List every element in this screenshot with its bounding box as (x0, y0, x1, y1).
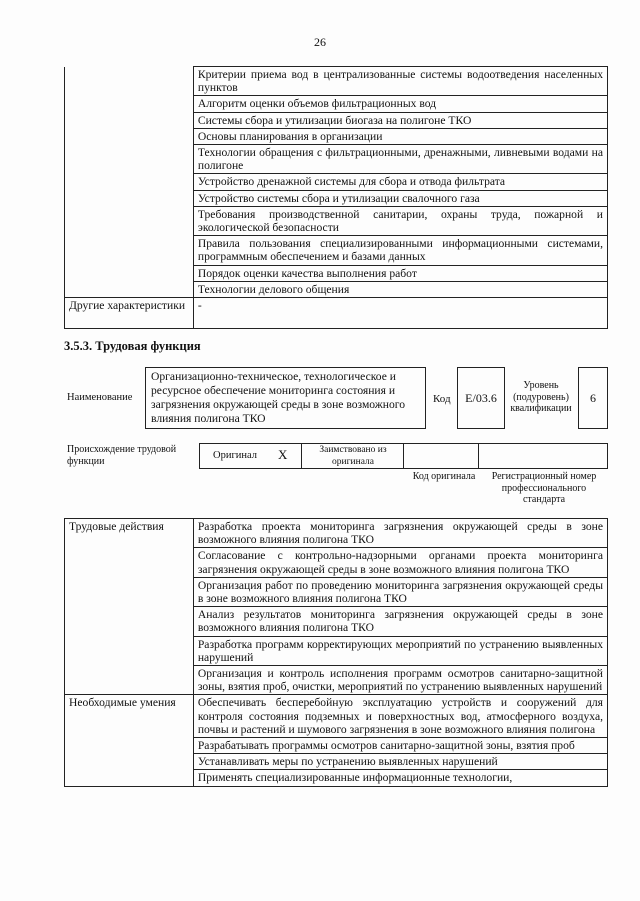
code-original-caption: Код оригинала (412, 471, 476, 482)
knowledge-item: Технологии делового общения (193, 281, 607, 297)
labor-action-item: Организация работ по проведению мониторинга загрязнения окружающей среды в зоне возможного влияния полигона ТКО (193, 577, 607, 606)
row-label (65, 112, 194, 128)
table-row (65, 206, 608, 235)
labor-action (65, 519, 608, 548)
knowledge-item: Технологии обращения с фильтрационными, дренажными, ливневыми водами на полигоне (193, 145, 607, 174)
required-skill-label: Необходимые умения (65, 695, 194, 786)
table-row (65, 281, 608, 297)
other-characteristics-value: - (193, 298, 607, 329)
table-row (65, 265, 608, 281)
origin-divider-1 (301, 443, 302, 469)
table-row (65, 190, 608, 206)
required-skill-item: Применять специализированные информационные технологии, (193, 770, 607, 786)
knowledge-item: Алгоритм оценки объемов фильтрационных вод (193, 96, 607, 112)
row-label (65, 96, 194, 112)
required-skill-item: Устанавливать меры по устранению выявленных нарушений (193, 754, 607, 770)
name-value: Организационно-техническое, технологическое и ресурсное обеспечение мониторинга состояния и загрязнения окружающей среды в зоне возможного влияния полигона ТКО (151, 370, 406, 425)
knowledge-item: Системы сбора и утилизации биогаза на полигоне ТКО (193, 112, 607, 128)
section-heading: 3.5.3. Трудовая функция (64, 339, 201, 353)
row-label (65, 281, 194, 297)
function-table (64, 518, 608, 787)
knowledge-item: Основы планирования в организации (193, 128, 607, 144)
table-row (65, 236, 608, 265)
level-value: 6 (590, 390, 596, 405)
original-mark: X (278, 447, 288, 462)
code-label: Код (433, 393, 451, 405)
page-number: 26 (314, 35, 326, 49)
row-label (65, 265, 194, 281)
row-label (65, 128, 194, 144)
knowledge-item: Правила пользования специализированными информационными системами, программным обеспечением и базами данных (193, 236, 607, 265)
origin-label: Происхождение трудовой функции (67, 444, 177, 467)
original-label: Оригинал (213, 450, 257, 461)
labor-action-item: Организация и контроль исполнения программ осмотров санитарно-защитной зоны, взятия проб, очистки, мероприятий по устранению выявленных нарушений (193, 666, 607, 695)
knowledge-table (64, 66, 608, 329)
row-label (65, 67, 194, 96)
labor-action-item: Согласование с контрольно-надзорными органами проекта мониторинга загрязнения окружающей среды в зоне возможного влияния полигона ТКО (193, 548, 607, 577)
labor-action-item: Анализ результатов мониторинга загрязнения окружающей среды в зоне возможного влияния полигона ТКО (193, 607, 607, 636)
table-row (65, 112, 608, 128)
name-value-box (145, 367, 426, 429)
other-characteristics-label: Другие характеристики (65, 298, 194, 329)
required-skill-item: Обеспечивать бесперебойную эксплуатацию устройств и сооружений для контроля состояния подземных и поверхностных вод, атмосферного воздуха, почвы и растений и шумового загрязнения в зоне возможного влияния полигона (193, 695, 607, 738)
row-label (65, 190, 194, 206)
table-row (65, 128, 608, 144)
knowledge-item: Устройство дренажной системы для сбора и отвода фильтрата (193, 174, 607, 190)
origin-divider-2 (403, 443, 404, 469)
borrowed-label: Заимствовано из оригинала (319, 445, 387, 467)
row-label (65, 174, 194, 190)
code-value-box (457, 367, 505, 429)
labor-action-label: Трудовые действия (65, 519, 194, 695)
knowledge-item: Критерии приема вод в централизованные системы водоотведения населенных пунктов (193, 67, 607, 96)
knowledge-item: Порядок оценки качества выполнения работ (193, 265, 607, 281)
table-row (65, 174, 608, 190)
labor-action-item: Разработка проекта мониторинга загрязнения окружающей среды в зоне возможного влияния полигона ТКО (193, 519, 607, 548)
table-row (65, 145, 608, 174)
registration-caption: Регистрационный номер профессионального стандарта (491, 471, 597, 505)
required-skill-item: Разрабатывать программы осмотров санитарно-защитной зоны, взятия проб (193, 738, 607, 754)
required-skill (65, 695, 608, 738)
code-value: E/03.6 (465, 390, 497, 405)
row-label (65, 236, 194, 265)
origin-divider-3 (478, 443, 479, 469)
name-label: Наименование (67, 392, 133, 403)
table-row (65, 67, 608, 96)
row-label (65, 145, 194, 174)
knowledge-item: Устройство системы сбора и утилизации свалочного газа (193, 190, 607, 206)
row-label (65, 206, 194, 235)
table-row (65, 96, 608, 112)
knowledge-item: Требования производственной санитарии, охраны труда, пожарной и экологической безопасности (193, 206, 607, 235)
labor-action-item: Разработка программ корректирующих мероприятий по устранению выявленных нарушений (193, 636, 607, 665)
level-label: Уровень (подуровень) квалификации (510, 380, 572, 414)
level-value-box (578, 367, 608, 429)
